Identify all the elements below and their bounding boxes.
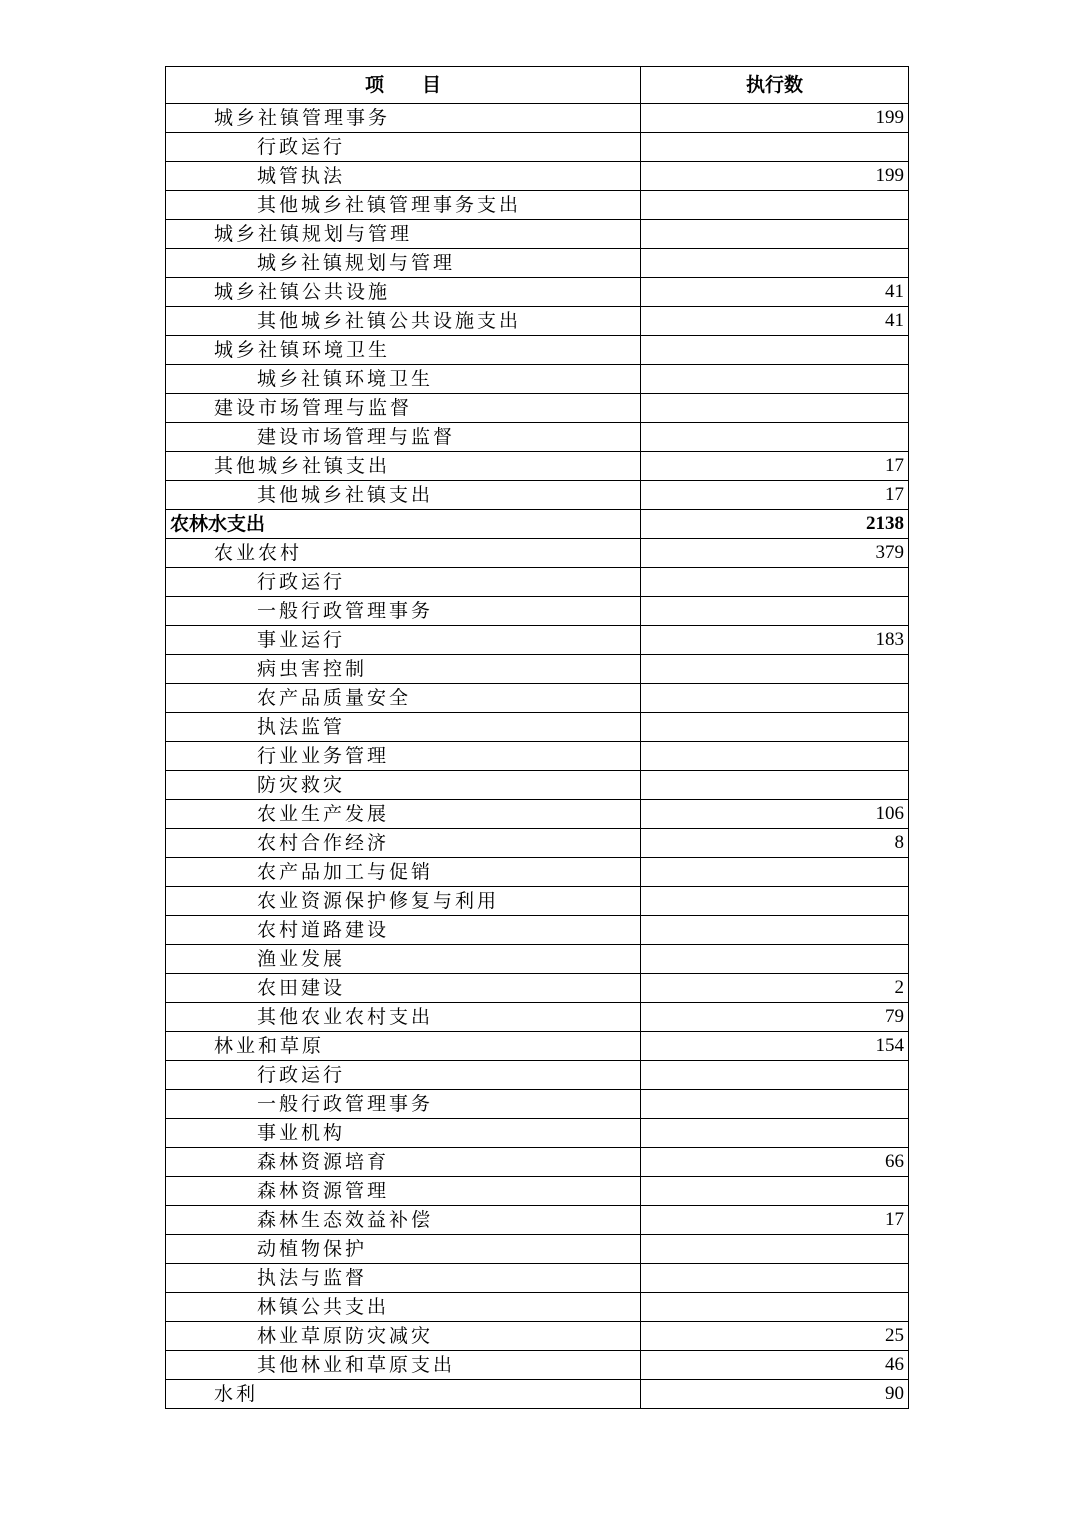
- row-item-name: 其他林业和草原支出: [166, 1351, 641, 1380]
- row-value: [641, 394, 909, 423]
- row-value: 199: [641, 162, 909, 191]
- row-value: [641, 887, 909, 916]
- table-row: [166, 974, 909, 1003]
- row-item-name: 农林水支出: [166, 510, 641, 539]
- row-value: 79: [641, 1003, 909, 1032]
- row-item-name: 城管执法: [166, 162, 641, 191]
- row-value: 17: [641, 452, 909, 481]
- row-item-name: 农产品加工与促销: [166, 858, 641, 887]
- table-row: [166, 684, 909, 713]
- table-row: [166, 365, 909, 394]
- row-item-name: 渔业发展: [166, 945, 641, 974]
- row-value: [641, 133, 909, 162]
- row-item-name: 林镇公共支出: [166, 1293, 641, 1322]
- table-row: [166, 568, 909, 597]
- table-row: [166, 220, 909, 249]
- row-value: [641, 1235, 909, 1264]
- row-item-name: 城乡社镇规划与管理: [166, 249, 641, 278]
- table-row: [166, 771, 909, 800]
- row-item-name: 森林资源培育: [166, 1148, 641, 1177]
- row-item-name: 城乡社镇环境卫生: [166, 336, 641, 365]
- table-row: [166, 1090, 909, 1119]
- table-row: [166, 133, 909, 162]
- row-value: 2: [641, 974, 909, 1003]
- row-value: [641, 742, 909, 771]
- budget-table: [165, 66, 909, 1409]
- table-row: [166, 597, 909, 626]
- table-row: [166, 1322, 909, 1351]
- row-value: [641, 220, 909, 249]
- row-value: [641, 1061, 909, 1090]
- table-row: [166, 249, 909, 278]
- row-value: 379: [641, 539, 909, 568]
- row-item-name: 行政运行: [166, 133, 641, 162]
- row-item-name: 农业生产发展: [166, 800, 641, 829]
- table-row: [166, 539, 909, 568]
- row-item-name: 执法监管: [166, 713, 641, 742]
- table-row: [166, 423, 909, 452]
- row-value: [641, 1264, 909, 1293]
- table-row: [166, 1264, 909, 1293]
- row-value: [641, 684, 909, 713]
- row-value: [641, 771, 909, 800]
- row-value: [641, 597, 909, 626]
- row-item-name: 城乡社镇公共设施: [166, 278, 641, 307]
- row-value: 90: [641, 1380, 909, 1409]
- row-value: 183: [641, 626, 909, 655]
- header-item: [166, 67, 641, 104]
- row-item-name: 行政运行: [166, 568, 641, 597]
- row-item-name: 执法与监督: [166, 1264, 641, 1293]
- row-value: 17: [641, 1206, 909, 1235]
- table-row: [166, 1351, 909, 1380]
- row-value: 46: [641, 1351, 909, 1380]
- row-value: [641, 945, 909, 974]
- row-item-name: 农产品质量安全: [166, 684, 641, 713]
- table-row: [166, 916, 909, 945]
- row-value: 8: [641, 829, 909, 858]
- row-value: [641, 1119, 909, 1148]
- row-item-name: 其他城乡社镇公共设施支出: [166, 307, 641, 336]
- row-value: [641, 1293, 909, 1322]
- row-value: [641, 916, 909, 945]
- row-item-name: 建设市场管理与监督: [166, 423, 641, 452]
- row-value: [641, 1177, 909, 1206]
- row-value: 41: [641, 307, 909, 336]
- table-row: [166, 713, 909, 742]
- table-row: [166, 104, 909, 133]
- row-value: [641, 655, 909, 684]
- row-item-name: 其他城乡社镇支出: [166, 452, 641, 481]
- row-value: 66: [641, 1148, 909, 1177]
- table-row: [166, 858, 909, 887]
- row-item-name: 林业和草原: [166, 1032, 641, 1061]
- row-value: 2138: [641, 510, 909, 539]
- row-item-name: 农业资源保护修复与利用: [166, 887, 641, 916]
- table-row: [166, 945, 909, 974]
- row-value: 41: [641, 278, 909, 307]
- row-value: 199: [641, 104, 909, 133]
- row-item-name: 事业机构: [166, 1119, 641, 1148]
- row-value: 154: [641, 1032, 909, 1061]
- row-item-name: 农村道路建设: [166, 916, 641, 945]
- row-item-name: 其他农业农村支出: [166, 1003, 641, 1032]
- table-row: [166, 1003, 909, 1032]
- table-row: [166, 452, 909, 481]
- table-row: [166, 481, 909, 510]
- row-value: [641, 713, 909, 742]
- row-item-name: 一般行政管理事务: [166, 597, 641, 626]
- row-item-name: 其他城乡社镇支出: [166, 481, 641, 510]
- row-value: [641, 1090, 909, 1119]
- table-row: [166, 336, 909, 365]
- row-item-name: 城乡社镇管理事务: [166, 104, 641, 133]
- row-value: [641, 336, 909, 365]
- table-row: [166, 626, 909, 655]
- table-row: [166, 829, 909, 858]
- table-row: [166, 162, 909, 191]
- row-value: [641, 423, 909, 452]
- row-item-name: 行政运行: [166, 1061, 641, 1090]
- row-item-name: 动植物保护: [166, 1235, 641, 1264]
- row-value: [641, 568, 909, 597]
- row-item-name: 林业草原防灾减灾: [166, 1322, 641, 1351]
- table-row: [166, 278, 909, 307]
- table-row: [166, 887, 909, 916]
- table-row: [166, 510, 909, 539]
- table-row: [166, 1206, 909, 1235]
- row-item-name: 行业业务管理: [166, 742, 641, 771]
- row-value: 106: [641, 800, 909, 829]
- row-value: [641, 191, 909, 220]
- table-header: [166, 67, 909, 104]
- row-item-name: 森林生态效益补偿: [166, 1206, 641, 1235]
- row-item-name: 事业运行: [166, 626, 641, 655]
- row-item-name: 城乡社镇规划与管理: [166, 220, 641, 249]
- row-value: [641, 858, 909, 887]
- row-item-name: 森林资源管理: [166, 1177, 641, 1206]
- table-row: [166, 655, 909, 684]
- table-row: [166, 1061, 909, 1090]
- row-item-name: 其他城乡社镇管理事务支出: [166, 191, 641, 220]
- table-row: [166, 191, 909, 220]
- table-body: [166, 104, 909, 1409]
- table-row: [166, 1293, 909, 1322]
- table-row: [166, 307, 909, 336]
- table-row: [166, 1235, 909, 1264]
- table-row: [166, 1177, 909, 1206]
- row-item-name: 建设市场管理与监督: [166, 394, 641, 423]
- row-item-name: 农田建设: [166, 974, 641, 1003]
- table-row: [166, 1032, 909, 1061]
- row-item-name: 防灾救灾: [166, 771, 641, 800]
- row-item-name: 一般行政管理事务: [166, 1090, 641, 1119]
- table-row: [166, 742, 909, 771]
- row-value: [641, 365, 909, 394]
- table-row: [166, 394, 909, 423]
- table-row: [166, 1380, 909, 1409]
- header-item-label: 项 目: [364, 74, 441, 96]
- header-value: 执行数: [641, 67, 909, 104]
- table-row: [166, 800, 909, 829]
- row-value: 17: [641, 481, 909, 510]
- table-row: [166, 1119, 909, 1148]
- table-row: [166, 1148, 909, 1177]
- row-value: [641, 249, 909, 278]
- row-item-name: 水利: [166, 1380, 641, 1409]
- row-item-name: 城乡社镇环境卫生: [166, 365, 641, 394]
- row-item-name: 病虫害控制: [166, 655, 641, 684]
- row-item-name: 农村合作经济: [166, 829, 641, 858]
- header-row: [166, 67, 909, 104]
- row-value: 25: [641, 1322, 909, 1351]
- row-item-name: 农业农村: [166, 539, 641, 568]
